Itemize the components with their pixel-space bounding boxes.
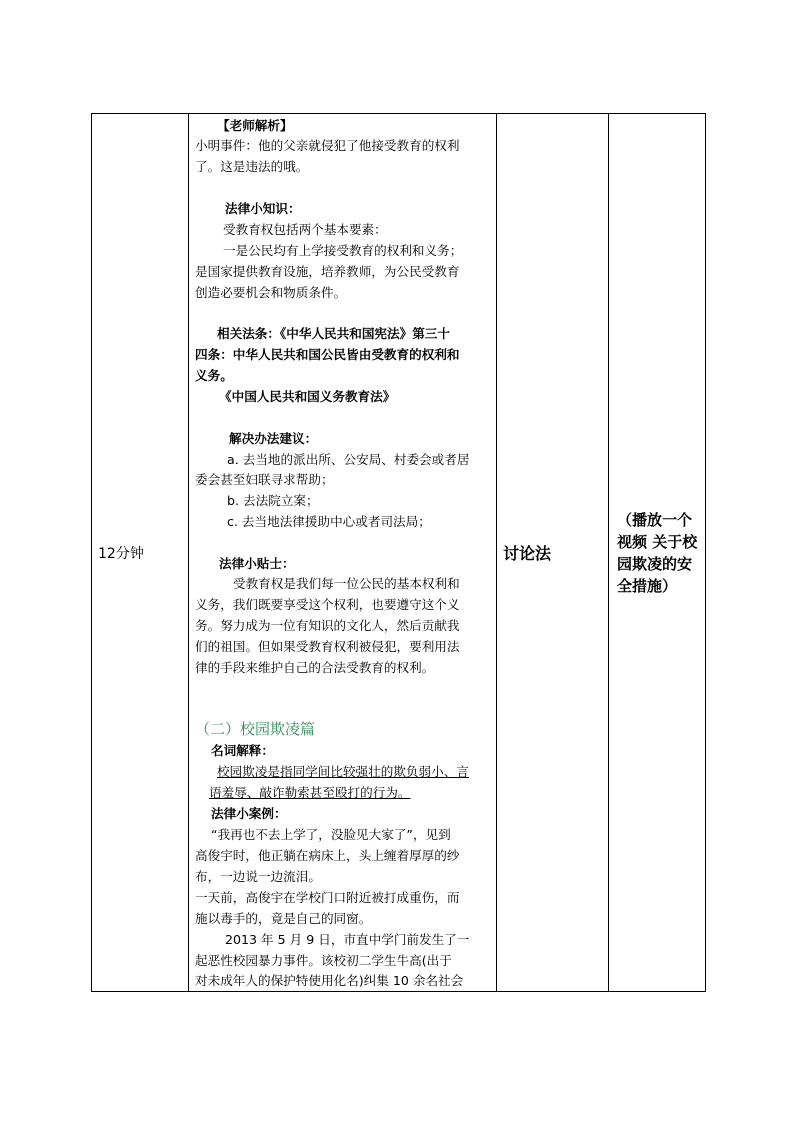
knowledge-line: 创造必要机会和物质条件。: [195, 285, 347, 300]
solution-line: a. 去当地的派出所、公安局、村委会或者居: [227, 452, 470, 467]
analysis-line: 了。这是违法的哦。: [195, 159, 309, 174]
case-line: 高俊宇时，他正躺在病床上，头上缠着厚厚的纱: [195, 848, 460, 863]
solution-line: c. 去当地法律援助中心或者司法局；: [227, 514, 431, 529]
knowledge-title: 法律小知识：: [225, 201, 301, 216]
tips-line: 务。努力成为一位有知识的文化人，然后贡献我: [195, 618, 460, 633]
law-line: 相关法条：《中华人民共和国宪法》第三十: [217, 326, 450, 341]
tips-line: 受教育权是我们每一位公民的基本权利和: [233, 576, 460, 591]
case-line: “我再也不去上学了，没脸见大家了”，见到: [211, 827, 451, 842]
term-line: 语羞辱、敲诈勒索甚至殴打的行为。: [209, 785, 411, 800]
note-cell: （播放一个视频 关于校园欺凌的安全措施）: [609, 114, 706, 992]
law-line: 《中国人民共和国义务教育法》: [219, 389, 396, 404]
tips-title: 法律小贴士：: [219, 556, 295, 571]
law-line: 四条：中华人民共和国公民皆由受教育的权利和: [195, 347, 460, 362]
knowledge-line: 是国家提供教育设施，培养教师，为公民受教育: [195, 264, 460, 279]
tips-line: 义务，我们既要享受这个权利，也要遵守这个义: [195, 597, 460, 612]
section-heading: （二）校园欺凌篇: [195, 720, 316, 738]
case-line: 对未成年人的保护特使用化名)纠集 10 余名社会: [195, 973, 464, 988]
time-cell: 12分钟: [92, 114, 189, 992]
solution-line: b. 去法院立案；: [227, 493, 319, 508]
case-line: 起恶性校园暴力事件。该校初二学生牛高(出于: [195, 953, 452, 968]
case-title: 法律小案例：: [211, 806, 287, 821]
lesson-table: [91, 113, 706, 992]
term-title: 名词解释：: [211, 743, 274, 758]
law-line: 义务。: [195, 368, 233, 383]
content-text: [189, 114, 496, 991]
case-line: 2013 年 5 月 9 日，市直中学门前发生了一: [225, 932, 470, 947]
case-line: 布，一边说一边流泪。: [195, 869, 321, 884]
solution-title: 解决办法建议：: [229, 431, 318, 446]
solution-line: 委会甚至妇联寻求帮助；: [195, 472, 334, 487]
content-cell: [189, 114, 497, 992]
case-line: 一天前，高俊宇在学校门口附近被打成重伤，而: [195, 890, 460, 905]
table-row: [92, 114, 706, 992]
analysis-line: 小明事件：他的父亲就侵犯了他接受教育的权利: [195, 138, 460, 153]
analysis-title: 【老师解析】: [217, 118, 293, 133]
tips-line: 律的手段来维护自己的合法受教育的权利。: [195, 660, 435, 675]
knowledge-line: 受教育权包括两个基本要素：: [223, 222, 387, 237]
case-line: 施以毒手的，竟是自己的同窗。: [195, 911, 372, 926]
method-cell: 讨论法: [497, 114, 609, 992]
term-line: 校园欺凌是指同学间比较强壮的欺负弱小、言: [217, 764, 469, 779]
tips-line: 们的祖国。但如果受教育权利被侵犯，要利用法: [195, 639, 460, 654]
knowledge-line: 一是公民均有上学接受教育的权利和义务；: [223, 243, 463, 258]
